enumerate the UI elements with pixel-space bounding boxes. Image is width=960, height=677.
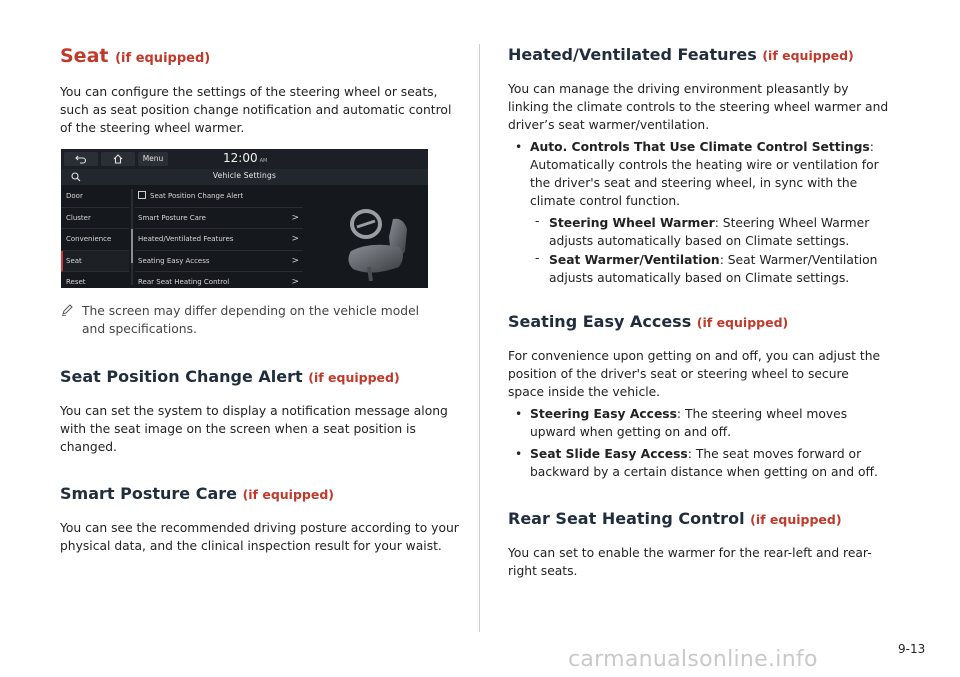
seat-heading-text: Seat [60, 45, 109, 67]
auto-controls-text: : Automatically controls the heating wire or ventilation for the driver's seat and steering wheel, in sync with the climate control function. [530, 140, 879, 208]
list-item-heated-ventilated-features[interactable] [135, 229, 303, 251]
seat-heading [60, 45, 210, 67]
list-item-label: Heated/Ventilated Features [138, 235, 234, 243]
swv-text: : Seat Warmer/Ventilation adjusts automatically based on Climate settings. [549, 253, 878, 285]
back-icon [75, 153, 87, 165]
list-item-label: Seat Position Change Alert [150, 192, 244, 200]
sub-bullet-dash: - [535, 214, 540, 228]
heated-ventilated-heading [508, 45, 854, 64]
seat-position-change-alert-heading [60, 367, 400, 386]
spca-equipped-label: (if equipped) [308, 370, 400, 385]
seat-equipped-label: (if equipped) [115, 51, 211, 66]
screen-title-bar [61, 169, 428, 185]
list-item-label: Smart Posture Care [138, 213, 206, 222]
list-item-rear-seat-heating-control[interactable] [135, 272, 303, 288]
chevron-right-icon: > [291, 277, 299, 287]
list-item-seating-easy-access[interactable] [135, 251, 303, 273]
page-number: 9-13 [898, 642, 926, 656]
back-button[interactable] [64, 152, 98, 166]
sidebar-item-convenience[interactable]: Convenience [61, 229, 129, 251]
list-item-smart-posture-care[interactable] [135, 208, 303, 230]
smart-posture-care-heading [60, 484, 334, 503]
auto-controls-bold: Auto. Controls That Use Climate Control Settings [530, 140, 870, 154]
settings-sidebar [61, 186, 129, 288]
bullet-steering-easy-access [515, 405, 890, 441]
hv-heading-text: Heated/Ventilated Features [508, 45, 757, 64]
bullet-dot: • [515, 140, 523, 154]
column-divider [479, 44, 480, 632]
sidebar-item-seat[interactable]: Seat [61, 251, 129, 273]
home-icon [112, 153, 124, 165]
ssea-text: : The seat moves forward or backward by a certain distance when getting on and off. [530, 447, 878, 479]
note-pencil-icon [60, 303, 74, 317]
screen-top-bar [61, 149, 428, 169]
menu-button[interactable]: Menu [138, 152, 168, 166]
checkbox-icon[interactable] [138, 191, 146, 199]
vehicle-settings-screen [61, 149, 428, 288]
clock-ampm: AM [259, 158, 268, 164]
screen-note-text: The screen may differ depending on the vehicle model and specifications. [82, 304, 420, 336]
sub-bullet-seat-warmer-ventilation [535, 251, 901, 287]
hv-paragraph: You can manage the driving environment pleasantly by linking the climate controls to the steering wheel warmer and driver’s seat warmer/ventilation. [508, 82, 889, 132]
sidebar-item-cluster[interactable]: Cluster [61, 208, 129, 230]
chevron-right-icon: > [291, 255, 299, 266]
scrollbar-thumb[interactable] [131, 229, 133, 263]
list-item-label: Rear Seat Heating Control [138, 278, 230, 286]
chevron-right-icon: > [291, 234, 299, 244]
screen-note [82, 302, 442, 338]
list-item-label: Seating Easy Access [138, 256, 210, 265]
watermark: carmanualsonline.info [568, 647, 818, 672]
spc-paragraph: You can see the recommended driving posture according to your physical data, and the clinical inspection result for your waist. [60, 521, 459, 553]
settings-list [135, 186, 303, 288]
spca-heading-text: Seat Position Change Alert [60, 367, 303, 386]
seating-easy-access-heading [508, 312, 788, 331]
list-item-seat-position-change-alert[interactable] [135, 186, 303, 208]
screen-title: Vehicle Settings [212, 171, 277, 180]
spc-heading-text: Smart Posture Care [60, 484, 237, 503]
sub-bullet-dash: - [535, 251, 540, 265]
sea-paragraph: For convenience upon getting on and off, you can adjust the position of the driver's seat or steering wheel to secure space inside the vehicle. [508, 349, 881, 399]
sidebar-item-reset[interactable]: Reset [61, 272, 129, 288]
stea-bold: Steering Easy Access [530, 407, 677, 421]
home-button[interactable] [101, 152, 135, 166]
spca-paragraph: You can set the system to display a notification message along with the seat image on the screen when a seat position is changed. [60, 404, 448, 454]
bullet-seat-slide-easy-access [515, 445, 902, 481]
sidebar-item-door[interactable]: Door [61, 186, 129, 208]
sww-text: : Steering Wheel Warmer adjusts automatically based on Climate settings. [549, 216, 870, 248]
seat-and-steering-wheel-image [311, 189, 426, 285]
bullet-dot: • [515, 447, 523, 461]
ssea-bold: Seat Slide Easy Access [530, 447, 688, 461]
rshc-heading-text: Rear Seat Heating Control [508, 509, 745, 528]
sea-equipped-label: (if equipped) [696, 315, 789, 330]
sww-bold: Steering Wheel Warmer [549, 216, 715, 230]
clock-time: 12:00 [223, 151, 258, 165]
sea-heading-text: Seating Easy Access [508, 312, 692, 331]
bullet-dot: • [515, 407, 523, 421]
rshc-paragraph: You can set to enable the warmer for the rear-left and rear-right seats. [508, 546, 872, 578]
bullet-auto-controls [515, 138, 900, 210]
chevron-right-icon: > [291, 212, 299, 223]
rear-seat-heating-control-heading [508, 509, 842, 528]
swv-bold: Seat Warmer/Ventilation [549, 253, 720, 267]
stea-text: : The steering wheel moves upward when getting on and off. [530, 407, 848, 439]
clock [223, 151, 267, 165]
spc-equipped-label: (if equipped) [242, 487, 334, 502]
rshc-equipped-label: (if equipped) [750, 512, 842, 527]
hv-equipped-label: (if equipped) [762, 48, 854, 63]
sub-bullet-steering-wheel-warmer [535, 214, 901, 250]
seat-intro-paragraph: You can configure the settings of the steering wheel or seats, such as seat position change notification and automatic control of the steering wheel warmer. [60, 85, 452, 135]
